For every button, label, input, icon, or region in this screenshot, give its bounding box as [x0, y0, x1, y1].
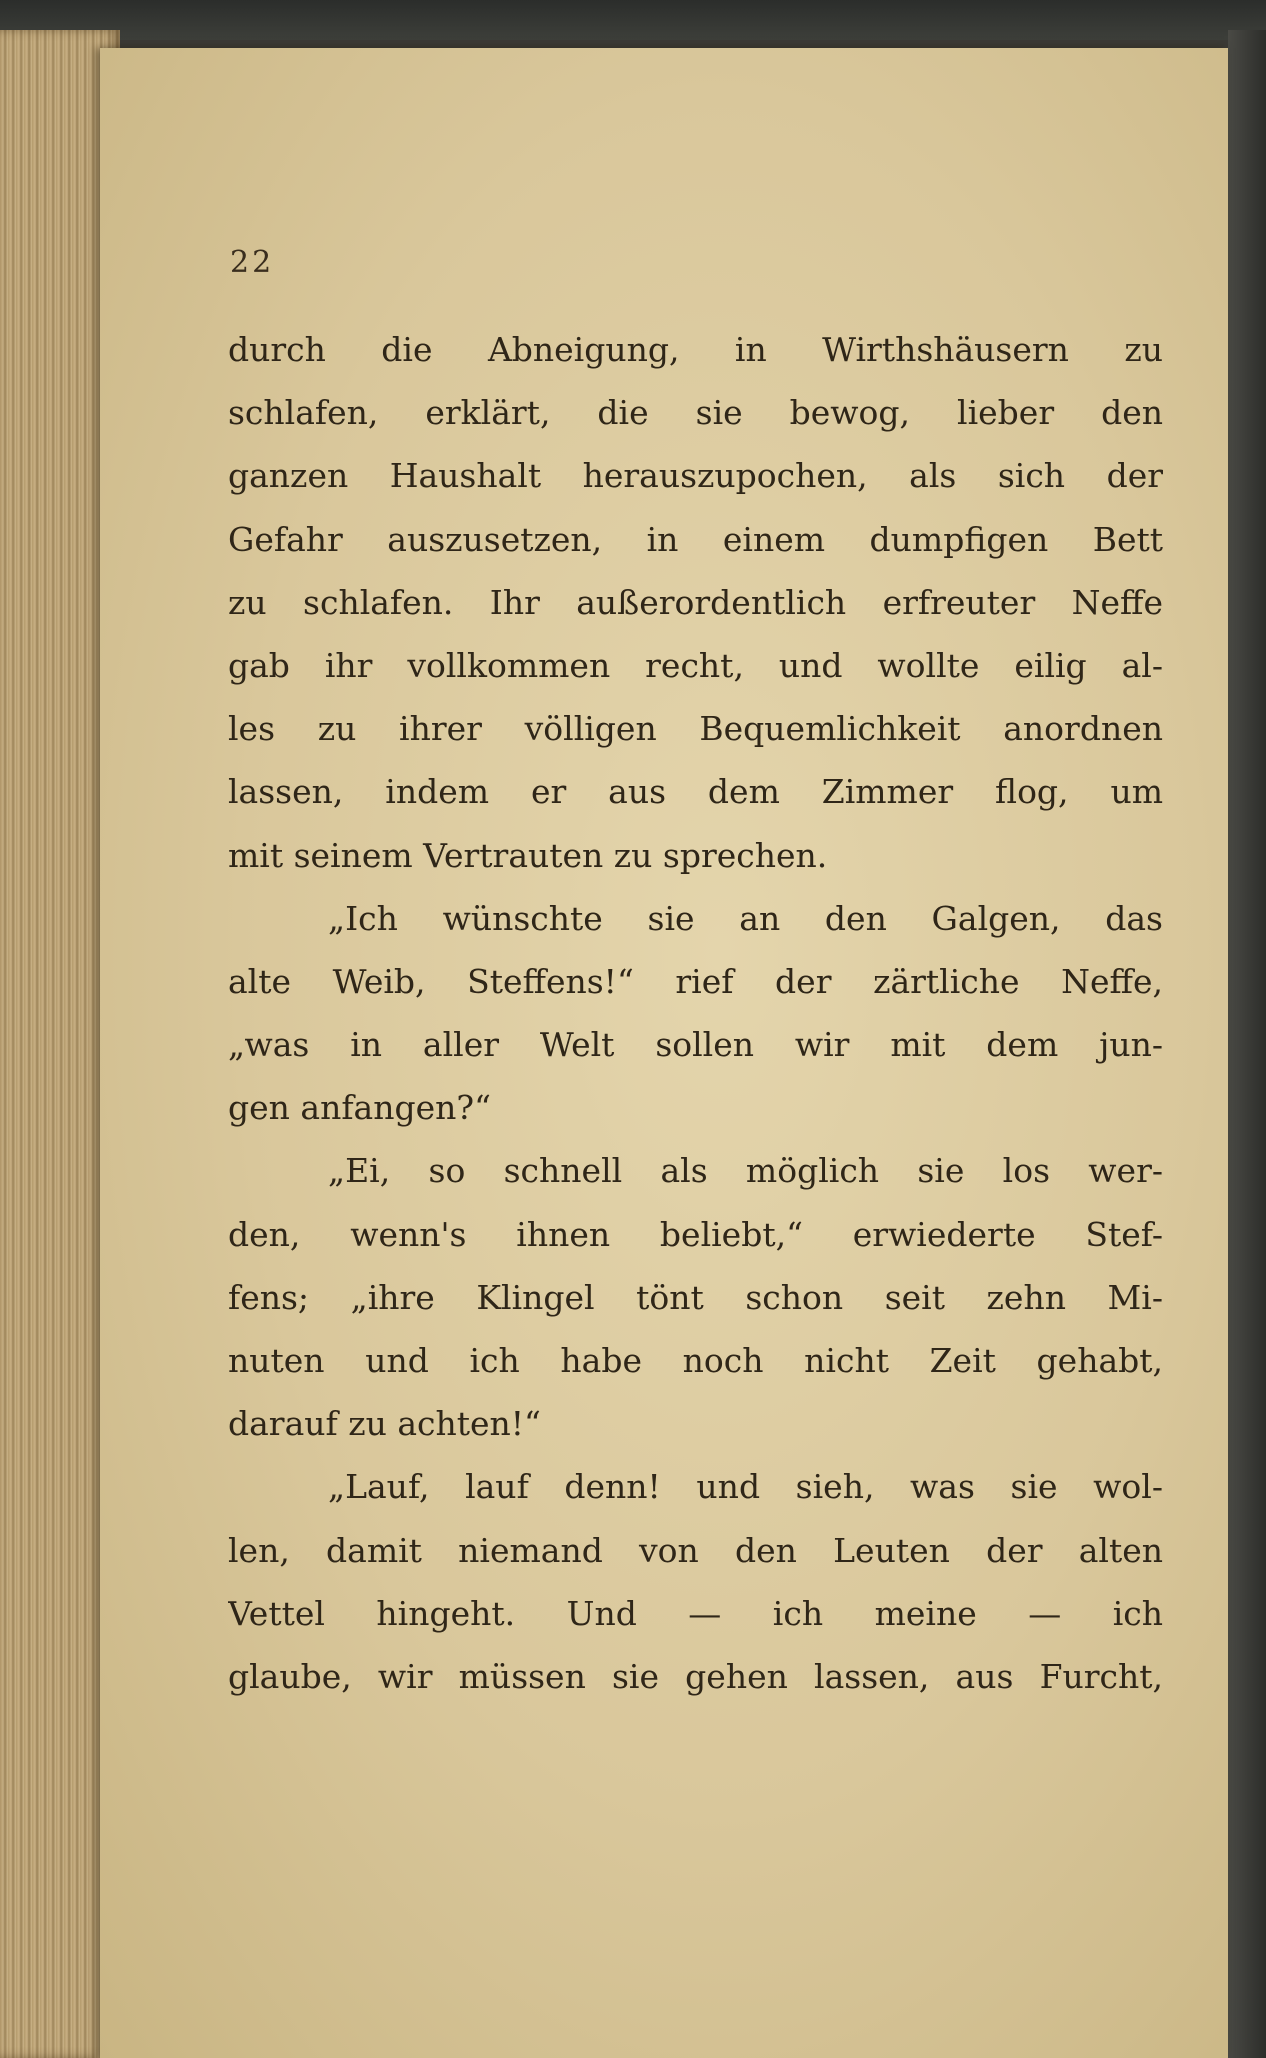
- text-line: alte Weib, Steffens!“ rief der zärtliche Neffe,: [228, 961, 1163, 1001]
- text-line: „Lauf, lauf denn! und sieh, was sie wol-: [328, 1467, 1163, 1507]
- text-line: gab ihr vollkommen recht, und wollte eilig al-: [228, 645, 1163, 685]
- text-line: „Ich wünschte sie an den Galgen, das: [328, 898, 1163, 938]
- text-line: darauf zu achten!“: [228, 1404, 541, 1444]
- text-line: durch die Abneigung, in Wirthshäusern zu: [228, 330, 1163, 369]
- text-line: Vettel hingeht. Und — ich meine — ich: [228, 1593, 1163, 1633]
- text-line: len, damit niemand von den Leuten der alten: [228, 1530, 1163, 1570]
- text-line: zu schlafen. Ihr außerordentlich erfreuter Neffe: [228, 582, 1163, 622]
- text-line: gen anfangen?“: [228, 1088, 491, 1128]
- text-line: „Ei, so schnell als möglich sie los wer-: [328, 1151, 1163, 1191]
- text-line: schlafen, erklärt, die sie bewog, lieber den: [228, 393, 1163, 433]
- text-line: les zu ihrer völligen Bequemlichkeit anordnen: [228, 709, 1163, 749]
- text-line: Gefahr auszusetzen, in einem dumpfigen Bett: [228, 519, 1163, 559]
- text-line: den, wenn's ihnen beliebt,“ erwiederte Stef-: [228, 1214, 1163, 1254]
- scan-top-edge: [0, 0, 1266, 40]
- page-number: 22: [230, 245, 275, 280]
- book-cover-edge: [1228, 30, 1266, 2058]
- text-line: nuten und ich habe noch nicht Zeit gehabt,: [228, 1341, 1163, 1380]
- text-line: mit seinem Vertrauten zu sprechen.: [228, 835, 828, 875]
- text-line: „was in aller Welt sollen wir mit dem jun-: [228, 1025, 1163, 1065]
- text-line: lassen, indem er aus dem Zimmer flog, um: [228, 772, 1163, 812]
- text-line: fens; „ihre Klingel tönt schon seit zehn Mi-: [228, 1277, 1163, 1317]
- text-line: glaube, wir müssen sie gehen lassen, aus Furcht,: [228, 1656, 1163, 1696]
- text-line: ganzen Haushalt herauszupochen, als sich der: [228, 456, 1163, 496]
- page-body-text: [228, 318, 1163, 1708]
